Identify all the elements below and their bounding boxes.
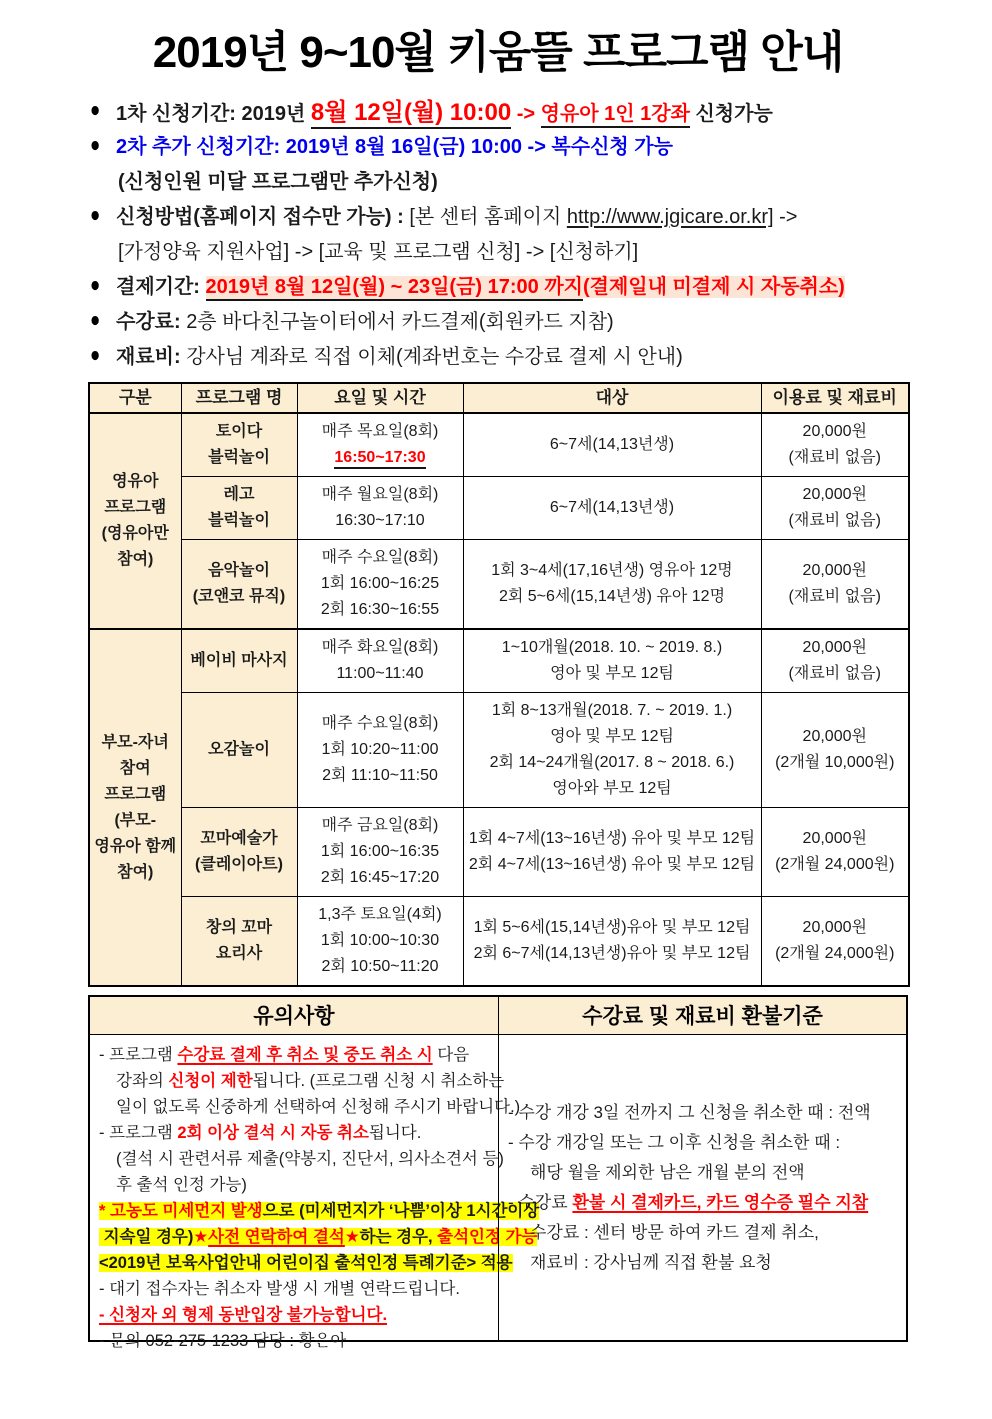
text-segment: 매주 수요일(8회) (321, 549, 439, 566)
text-segment: 2회 5~6세(15,14년생) 유아 12명 (498, 588, 726, 605)
column-header-program: 프로그램 명 (181, 383, 297, 413)
bullet-icon: ● (90, 272, 101, 297)
text-segment: - 프로그램 (99, 1124, 178, 1142)
target-cell-line (467, 558, 758, 584)
target-cell (463, 540, 761, 630)
text-segment: 매주 수요일(8회) (321, 715, 439, 732)
text-segment: 1회 3~4세(17,16년생) 영유아 12명 (491, 562, 733, 579)
refund-line (508, 1158, 897, 1188)
table-header-row (89, 383, 909, 413)
text-segment: 참여) (117, 551, 154, 568)
info-line-text (116, 200, 798, 229)
notes-left-body (90, 1035, 540, 1361)
schedule-cell (297, 540, 463, 630)
text-segment: 수강료: (116, 311, 187, 333)
fee-cell-line (765, 508, 906, 534)
text-segment: 블럭놀이 (208, 512, 270, 529)
text-segment: 환불 시 결제카드, 카드 영수증 필수 지참 (572, 1192, 869, 1212)
target-cell-line (467, 776, 758, 802)
text-segment: 참여 (119, 759, 151, 777)
program-name-cell (181, 693, 297, 808)
program-name-cell (181, 897, 297, 987)
schedule-cell-line (301, 763, 460, 789)
bullet-icon: ● (90, 342, 101, 367)
info-line (90, 337, 908, 372)
text-segment: -> (511, 103, 541, 125)
fee-cell-line (765, 445, 906, 471)
note-line (99, 1302, 489, 1328)
schedule-cell-line (301, 508, 460, 534)
table-row (89, 477, 909, 540)
program-name-cell-line (185, 445, 294, 471)
refund-line (508, 1218, 897, 1248)
info-line-text (116, 305, 614, 334)
info-line-text (118, 165, 438, 194)
text-segment: 6~7세(14,13년생) (549, 499, 675, 516)
schedule-cell (297, 629, 463, 693)
text-segment: 블럭놀이 (208, 449, 270, 466)
info-line (90, 162, 908, 197)
text-segment: 1회 8~13개월(2018. 7. ~ 2019. 1.) (491, 702, 733, 719)
notes-left (90, 997, 540, 1350)
info-line-text (118, 235, 638, 264)
schedule-cell-line (301, 571, 460, 597)
text-segment: 20,000원 (802, 562, 867, 579)
text-segment: ★ (344, 1228, 360, 1246)
text-segment: 영아와 부모 12팀 (552, 780, 672, 797)
note-line (99, 1094, 521, 1120)
note-line (99, 1042, 489, 1068)
note-line (99, 1068, 505, 1094)
program-name-cell-line (185, 419, 294, 445)
refund-line (508, 1128, 897, 1158)
text-segment: 강좌의 (116, 1072, 169, 1090)
program-name-cell-line (185, 915, 294, 941)
text-segment: 2차 추가 신청기간: 2019년 8월 16일(금) 10:00 -> 복수신청 가능 (116, 136, 673, 158)
text-segment: [본 센터 홈페이지 (409, 206, 567, 228)
fee-cell (761, 540, 909, 630)
text-segment: 강사님 계좌로 직접 이체(계좌번호는 수강료 결제 시 안내) (186, 346, 683, 368)
schedule-cell (297, 897, 463, 987)
target-cell-line (467, 661, 758, 687)
text-segment: ★ (193, 1228, 209, 1246)
text-segment: 해당 월을 제외한 남은 개월 분의 전액 (530, 1162, 805, 1182)
target-cell-line (467, 750, 758, 776)
text-segment: (재료비 없음) (788, 588, 881, 605)
text-segment: 20,000원 (802, 423, 867, 440)
info-line-text (116, 270, 845, 299)
refund-line (508, 1248, 897, 1278)
notes-section (88, 995, 908, 1350)
text-segment: 사전 연락하여 결석 (208, 1228, 345, 1246)
program-name-cell-line (185, 826, 294, 852)
target-cell-line (467, 915, 758, 941)
text-segment: 11:00~11:40 (336, 665, 424, 682)
text-segment: 됩니다. (368, 1124, 422, 1142)
category-line (93, 756, 178, 782)
text-segment: - 대기 접수자는 취소자 발생 시 개별 연락드립니다. (99, 1280, 460, 1298)
text-segment: 2회 16:30~16:55 (320, 601, 440, 618)
fee-cell (761, 413, 909, 477)
text-segment: 2회 이상 결석 시 자동 취소 (177, 1124, 369, 1142)
text-segment: 됩니다. (프로그램 신청 시 취소하는 (252, 1072, 505, 1090)
fee-cell (761, 477, 909, 540)
target-cell (463, 477, 761, 540)
program-name-cell-line (185, 737, 294, 763)
text-segment: (영유아만 (101, 525, 169, 542)
program-name-cell (181, 477, 297, 540)
text-segment: 2회 16:45~17:20 (320, 869, 440, 886)
info-line-text (116, 92, 773, 127)
column-header-category: 구분 (89, 383, 181, 413)
category-line (93, 860, 178, 886)
text-segment: 꼬마예술가 (200, 830, 278, 847)
fee-cell-line (765, 724, 906, 750)
text-segment: (결제일내 미결제 시 자동취소) (582, 276, 845, 298)
text-segment: 으로 (262, 1202, 300, 1220)
program-name-cell (181, 808, 297, 897)
text-segment: - 신청자 외 형제 동반입장 불가능합니다. (99, 1306, 388, 1324)
schedule-cell-line (301, 928, 460, 954)
info-line (90, 197, 908, 232)
text-segment: 베이비 마사지 (190, 652, 288, 669)
text-segment: (결석 시 관련서류 제출(약봉지, 진단서, 의사소견서 등) (116, 1150, 504, 1168)
note-line (99, 1328, 489, 1354)
text-segment: 프로그램 (104, 785, 167, 803)
text-segment: (재료비 없음) (788, 449, 881, 466)
text-segment: 신청이 제한 (168, 1072, 253, 1090)
text-segment: 16:30~17:10 (335, 512, 425, 529)
schedule-cell-line (301, 419, 460, 445)
program-name-cell (181, 540, 297, 630)
program-name-cell (181, 413, 297, 477)
text-segment: - 프로그램 (99, 1046, 178, 1064)
note-line (99, 1172, 489, 1198)
notice-document (0, 16, 992, 1350)
category-line (93, 495, 178, 521)
text-segment: 신청가능 (689, 103, 773, 125)
schedule-cell (297, 413, 463, 477)
category-line (93, 808, 178, 834)
text-segment: (클레이아트) (195, 856, 283, 873)
schedule-cell-line (301, 635, 460, 661)
text-segment: 영아 및 부모 12팀 (550, 728, 674, 745)
schedule-cell-line (301, 711, 460, 737)
schedule-cell-line (301, 545, 460, 571)
schedule-cell (297, 477, 463, 540)
text-segment: 매주 금요일(8회) (321, 817, 439, 834)
text-segment: 1회 10:20~11:00 (321, 741, 439, 758)
text-segment: 2회 10:50~11:20 (321, 958, 439, 975)
text-segment: 후 출석 인정 가능) (116, 1176, 247, 1194)
text-segment: (재료비 없음) (788, 512, 881, 529)
fee-cell (761, 629, 909, 693)
text-segment: 부모-자녀 (101, 733, 169, 751)
fee-cell-line (765, 635, 906, 661)
info-bullets (90, 92, 908, 372)
text-segment: 오감놀이 (208, 741, 270, 758)
category-line (93, 521, 178, 547)
program-name-cell-line (185, 648, 294, 674)
fee-cell-line (765, 915, 906, 941)
program-name-cell-line (185, 584, 294, 610)
text-segment: - 수강 개강일 또는 그 이후 신청을 취소한 때 : (508, 1132, 841, 1152)
target-cell-line (467, 432, 758, 458)
text-segment: 하는 경우, (359, 1228, 438, 1246)
text-segment: 매주 화요일(8회) (321, 639, 439, 656)
target-cell-line (467, 852, 758, 878)
text-segment: 1회 5~6세(15,14년생)유아 및 부모 12팀 (473, 919, 751, 936)
text-segment: 8월 12일(월) 10:00 (311, 99, 511, 129)
text-segment: - 문의 052-275-1233 담당 : 황은아 (99, 1332, 347, 1350)
text-segment: 영유아 (112, 473, 159, 490)
text-segment: 출석인정 가능 (437, 1228, 538, 1246)
fee-cell-line (765, 482, 906, 508)
program-name-cell (181, 629, 297, 693)
text-segment: 20,000원 (802, 919, 867, 936)
target-cell-line (467, 826, 758, 852)
target-cell (463, 693, 761, 808)
note-line (99, 1250, 513, 1276)
target-cell-line (467, 495, 758, 521)
text-segment: * 고농도 미세먼지 발생 (99, 1202, 263, 1220)
text-segment: 토이다 (215, 423, 263, 440)
fee-cell-line (765, 826, 906, 852)
program-table (88, 382, 910, 987)
fee-cell (761, 693, 909, 808)
category-line (93, 547, 178, 573)
target-cell (463, 629, 761, 693)
fee-cell-line (765, 852, 906, 878)
schedule-cell (297, 693, 463, 808)
schedule-cell-line (301, 445, 460, 471)
text-segment: 20,000원 (802, 728, 867, 745)
text-segment: 영유아 함께 (94, 837, 177, 855)
schedule-cell-line (301, 839, 460, 865)
schedule-cell-line (301, 737, 460, 763)
text-segment: http://www.jgicare.or.kr] (566, 206, 774, 228)
bullet-icon: ● (90, 132, 101, 157)
program-name-cell-line (185, 508, 294, 534)
category-cell (89, 413, 181, 629)
text-segment: 재료비: (116, 346, 187, 368)
text-segment: (신청인원 미달 프로그램만 추가신청) (118, 171, 438, 193)
table-row (89, 693, 909, 808)
info-line (90, 232, 908, 267)
table-row (89, 808, 909, 897)
text-segment: 요리사 (215, 945, 263, 962)
note-line (99, 1146, 504, 1172)
schedule-cell-line (301, 661, 460, 687)
text-segment: 20,000원 (802, 639, 867, 656)
schedule-cell-line (301, 902, 460, 928)
program-name-cell-line (185, 852, 294, 878)
note-line (99, 1224, 538, 1250)
text-segment: 2층 바다친구놀이터에서 카드결제(회원카드 지참) (186, 311, 614, 333)
text-segment: 1~10개월(2018. 10. ~ 2019. 8.) (501, 639, 723, 656)
bullet-icon: ● (90, 97, 101, 122)
text-segment: 수강료 : 센터 방문 하여 카드 결제 취소, (530, 1222, 819, 1242)
target-cell-line (467, 635, 758, 661)
text-segment: 영아 및 부모 12팀 (550, 665, 674, 682)
text-segment: 지속일 경우) (99, 1228, 194, 1246)
table-row (89, 413, 909, 477)
fee-cell-line (765, 941, 906, 967)
schedule-cell-line (301, 865, 460, 891)
target-cell (463, 897, 761, 987)
text-segment: 레고 (223, 486, 255, 503)
text-segment: 다음 (432, 1046, 470, 1064)
text-segment: (미세먼지가 ‘나쁨’이상 1시간이상 (299, 1202, 540, 1220)
note-line (99, 1198, 540, 1224)
note-line (99, 1120, 489, 1146)
text-segment: - 수강 개강 3일 전까지 그 신청을 취소한 때 : 전액 (508, 1102, 871, 1122)
text-segment: 창의 꼬마 (205, 919, 273, 936)
note-line (99, 1276, 489, 1302)
schedule-cell-line (301, 482, 460, 508)
text-segment: (2개월 24,000원) (775, 856, 895, 873)
text-segment: (2개월 10,000원) (775, 754, 895, 771)
fee-cell-line (765, 661, 906, 687)
table-row (89, 897, 909, 987)
fee-cell-line (765, 419, 906, 445)
refund-line (508, 1098, 897, 1128)
info-line-text (116, 130, 673, 159)
info-line (90, 127, 908, 162)
text-segment: 2회 4~7세(13~16년생) 유아 및 부모 12팀 (468, 856, 756, 873)
text-segment: 1회 16:00~16:35 (320, 843, 440, 860)
schedule-cell-line (301, 954, 460, 980)
text-segment: 결제기간: (116, 276, 206, 298)
refund-policy (498, 997, 906, 1340)
info-line (90, 92, 908, 127)
refund-line (508, 1188, 897, 1218)
target-cell-line (467, 941, 758, 967)
text-segment: 영유아 1인 1강좌 (541, 103, 690, 128)
refund-policy-body (499, 1035, 906, 1340)
text-segment: 20,000원 (802, 830, 867, 847)
fee-cell (761, 897, 909, 987)
refund-policy-title: 수강료 및 재료비 환불기준 (499, 997, 906, 1035)
text-segment: 16:50~17:30 (334, 449, 425, 469)
target-cell-line (467, 584, 758, 610)
fee-cell-line (765, 750, 906, 776)
table-row (89, 629, 909, 693)
text-segment: 신청방법(홈페이지 접수만 가능) : (116, 206, 410, 228)
category-line (93, 834, 178, 860)
program-name-cell-line (185, 941, 294, 967)
column-header-fee: 이용료 및 재료비 (761, 383, 909, 413)
schedule-cell-line (301, 813, 460, 839)
page-title: 2019년 9~10월 키움뜰 프로그램 안내 (152, 28, 844, 77)
category-cell (89, 629, 181, 986)
text-segment: 재료비 : 강사님께 직접 환불 요청 (530, 1252, 772, 1272)
text-segment: 매주 월요일(8회) (321, 486, 439, 503)
text-segment: 1차 신청기간: 2019년 (116, 103, 311, 125)
text-segment: 참여) (117, 863, 154, 881)
table-row (89, 540, 909, 630)
bullet-icon: ● (90, 307, 101, 332)
text-segment: 2회 11:10~11:50 (322, 767, 438, 784)
fee-cell (761, 808, 909, 897)
schedule-cell (297, 808, 463, 897)
schedule-cell-line (301, 597, 460, 623)
text-segment: 20,000원 (802, 486, 867, 503)
target-cell (463, 808, 761, 897)
category-line (93, 782, 178, 808)
category-line (93, 469, 178, 495)
text-segment: <2019년 보육사업안내 어린이집 출석인정 특례기준> 적용 (99, 1254, 513, 1272)
info-line (90, 267, 908, 302)
text-segment: 2회 6~7세(14,13년생)유아 및 부모 12팀 (473, 945, 751, 962)
text-segment: 1회 16:00~16:25 (320, 575, 440, 592)
text-segment: -> (773, 206, 798, 228)
text-segment: (2개월 24,000원) (775, 945, 895, 962)
text-segment: (부모- (114, 811, 157, 829)
notes-left-title: 유의사항 (90, 997, 498, 1035)
target-cell (463, 413, 761, 477)
text-segment: 1회 4~7세(13~16년생) 유아 및 부모 12팀 (468, 830, 756, 847)
target-cell-line (467, 698, 758, 724)
fee-cell-line (765, 558, 906, 584)
text-segment: - 수강료 (508, 1192, 573, 1212)
program-name-cell-line (185, 558, 294, 584)
text-segment: 프로그램 (104, 499, 167, 516)
text-segment: 음악놀이 (208, 562, 270, 579)
text-segment: 2019년 8월 12일(월) ~ 23일(금) 17:00 까지 (206, 276, 583, 301)
text-segment: 1회 10:00~10:30 (320, 932, 440, 949)
text-segment: 매주 목요일(8회) (321, 423, 439, 440)
text-segment: (재료비 없음) (788, 665, 881, 682)
text-segment: [가정양육 지원사업] -> [교육 및 프로그램 신청] -> [신청하기] (118, 241, 639, 263)
text-segment: 일이 없도록 신중하게 선택하여 신청해 주시기 바랍니다.) (116, 1098, 521, 1116)
text-segment: 1,3주 토요일(4회) (318, 906, 442, 923)
text-segment: 2회 14~24개월(2017. 8 ~ 2018. 6.) (489, 754, 735, 771)
info-line (90, 302, 908, 337)
bullet-icon: ● (90, 202, 101, 227)
column-header-schedule: 요일 및 시간 (297, 383, 463, 413)
column-header-target: 대상 (463, 383, 761, 413)
info-line-text (116, 340, 683, 369)
target-cell-line (467, 724, 758, 750)
program-name-cell-line (185, 482, 294, 508)
text-segment: 수강료 결제 후 취소 및 중도 취소 시 (177, 1046, 433, 1064)
category-line (93, 730, 178, 756)
text-segment: (코앤코 뮤직) (192, 588, 286, 605)
fee-cell-line (765, 584, 906, 610)
text-segment: 6~7세(14,13년생) (549, 436, 675, 453)
